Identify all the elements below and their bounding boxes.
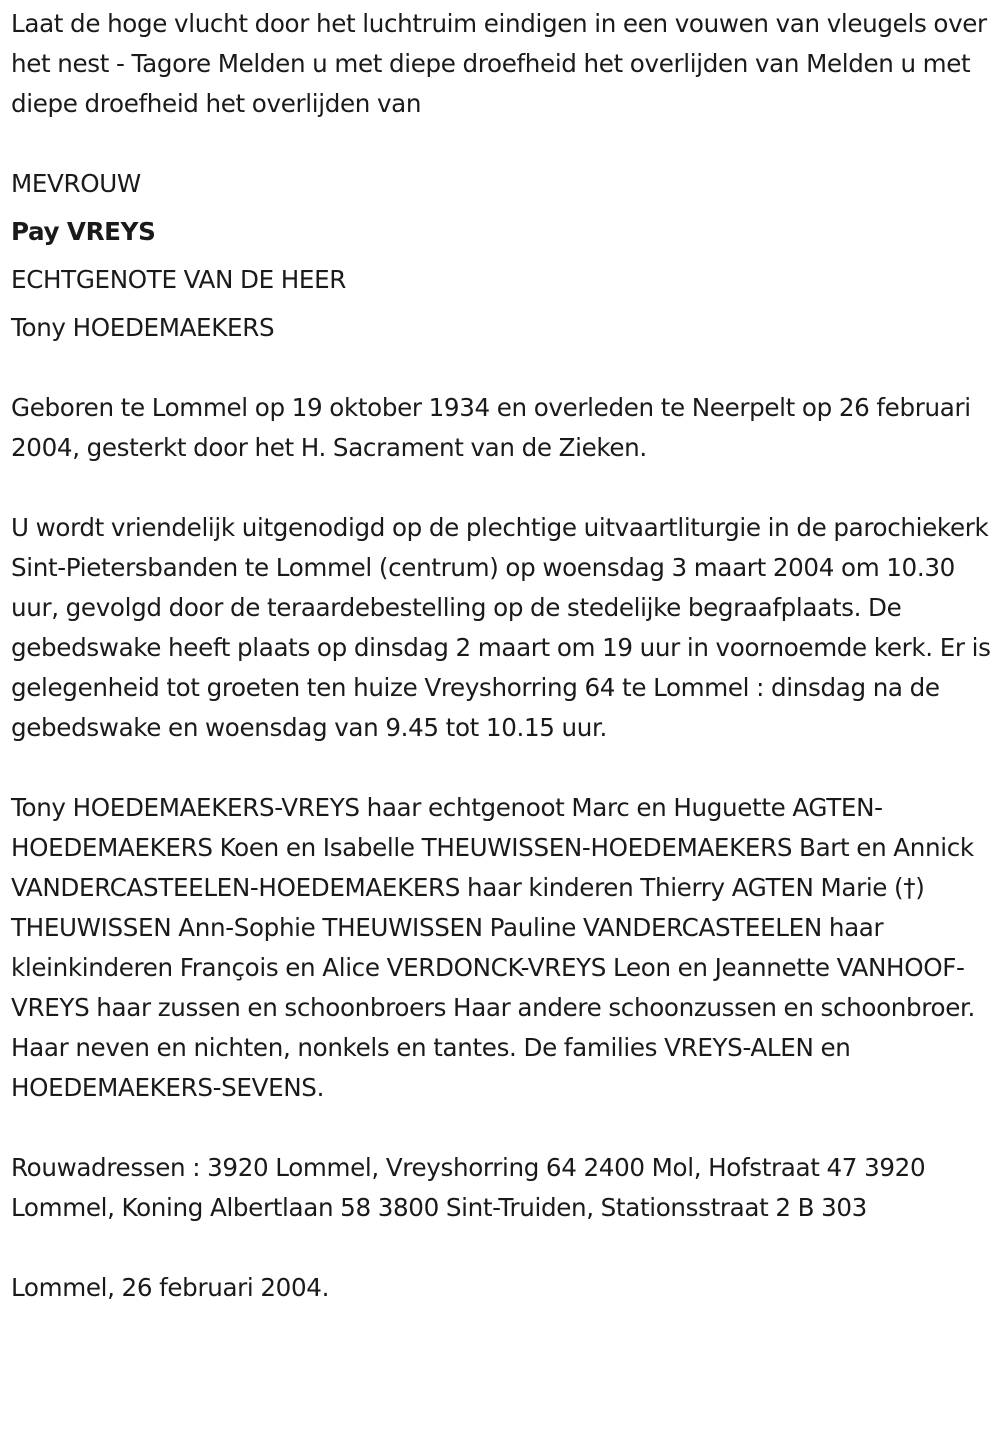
spacer — [11, 356, 993, 388]
salutation: MEVROUW — [11, 169, 141, 198]
addresses-paragraph: Rouwadressen : 3920 Lommel, Vreyshorring 64 2400 Mol, Hofstraat 47 3920 Lommel, Koning Albertlaan 58 3800 Sint-Truiden, Stationsstraat 2 B 303 — [11, 1153, 926, 1222]
funeral-paragraph: U wordt vriendelijk uitgenodigd op de plechtige uitvaartliturgie in de parochiekerk Sint-Pietersbanden te Lommel (centrum) op woensdag 3 maart 2004 om 10.30 uur, gevolgd door de teraardebestelling op de stedelijke begraafplaats. De gebedswake heeft plaats op dinsdag 2 maart om 19 uur in voornoemde kerk. Er is gelegenheid tot groeten ten huize Vreyshorring 64 te Lommel : dinsdag na de gebedswake en woensdag van 9.45 tot 10.15 uur. — [11, 513, 991, 742]
place-date: Lommel, 26 februari 2004. — [11, 1273, 330, 1302]
spacer — [11, 1228, 993, 1268]
spacer — [11, 1108, 993, 1148]
spacer — [11, 748, 993, 788]
birth-death-paragraph: Geboren te Lommel op 19 oktober 1934 en overleden te Neerpelt op 26 februari 2004, gesterkt door het H. Sacrament van de Zieken. — [11, 393, 971, 462]
spacer — [11, 468, 993, 508]
spacer — [11, 124, 993, 164]
deceased-name: Pay VREYS — [11, 217, 156, 246]
spouse-title: ECHTGENOTE VAN DE HEER — [11, 265, 347, 294]
obituary-notice — [11, 4, 993, 1308]
intro-quote: Laat de hoge vlucht door het luchtruim eindigen in een vouwen van vleugels over het nest - Tagore Melden u met diepe droefheid het overlijden van Melden u met diepe droefheid het overlijden van — [11, 9, 987, 118]
spouse-name: Tony HOEDEMAEKERS — [11, 313, 275, 342]
family-paragraph: Tony HOEDEMAEKERS-VREYS haar echtgenoot Marc en Huguette AGTEN-HOEDEMAEKERS Koen en Isabelle THEUWISSEN-HOEDEMAEKERS Bart en Annick VANDERCASTEELEN-HOEDEMAEKERS haar kinderen Thierry AGTEN Marie (†) THEUWISSEN Ann-Sophie THEUWISSEN Pauline VANDERCASTEELEN haar kleinkinderen François en Alice VERDONCK-VREYS Leon en Jeannette VANHOOF-VREYS haar zussen en schoonbroers Haar andere schoonzussen en schoonbroer. Haar neven en nichten, nonkels en tantes. De families VREYS-ALEN en HOEDEMAEKERS-SEVENS. — [11, 793, 975, 1102]
